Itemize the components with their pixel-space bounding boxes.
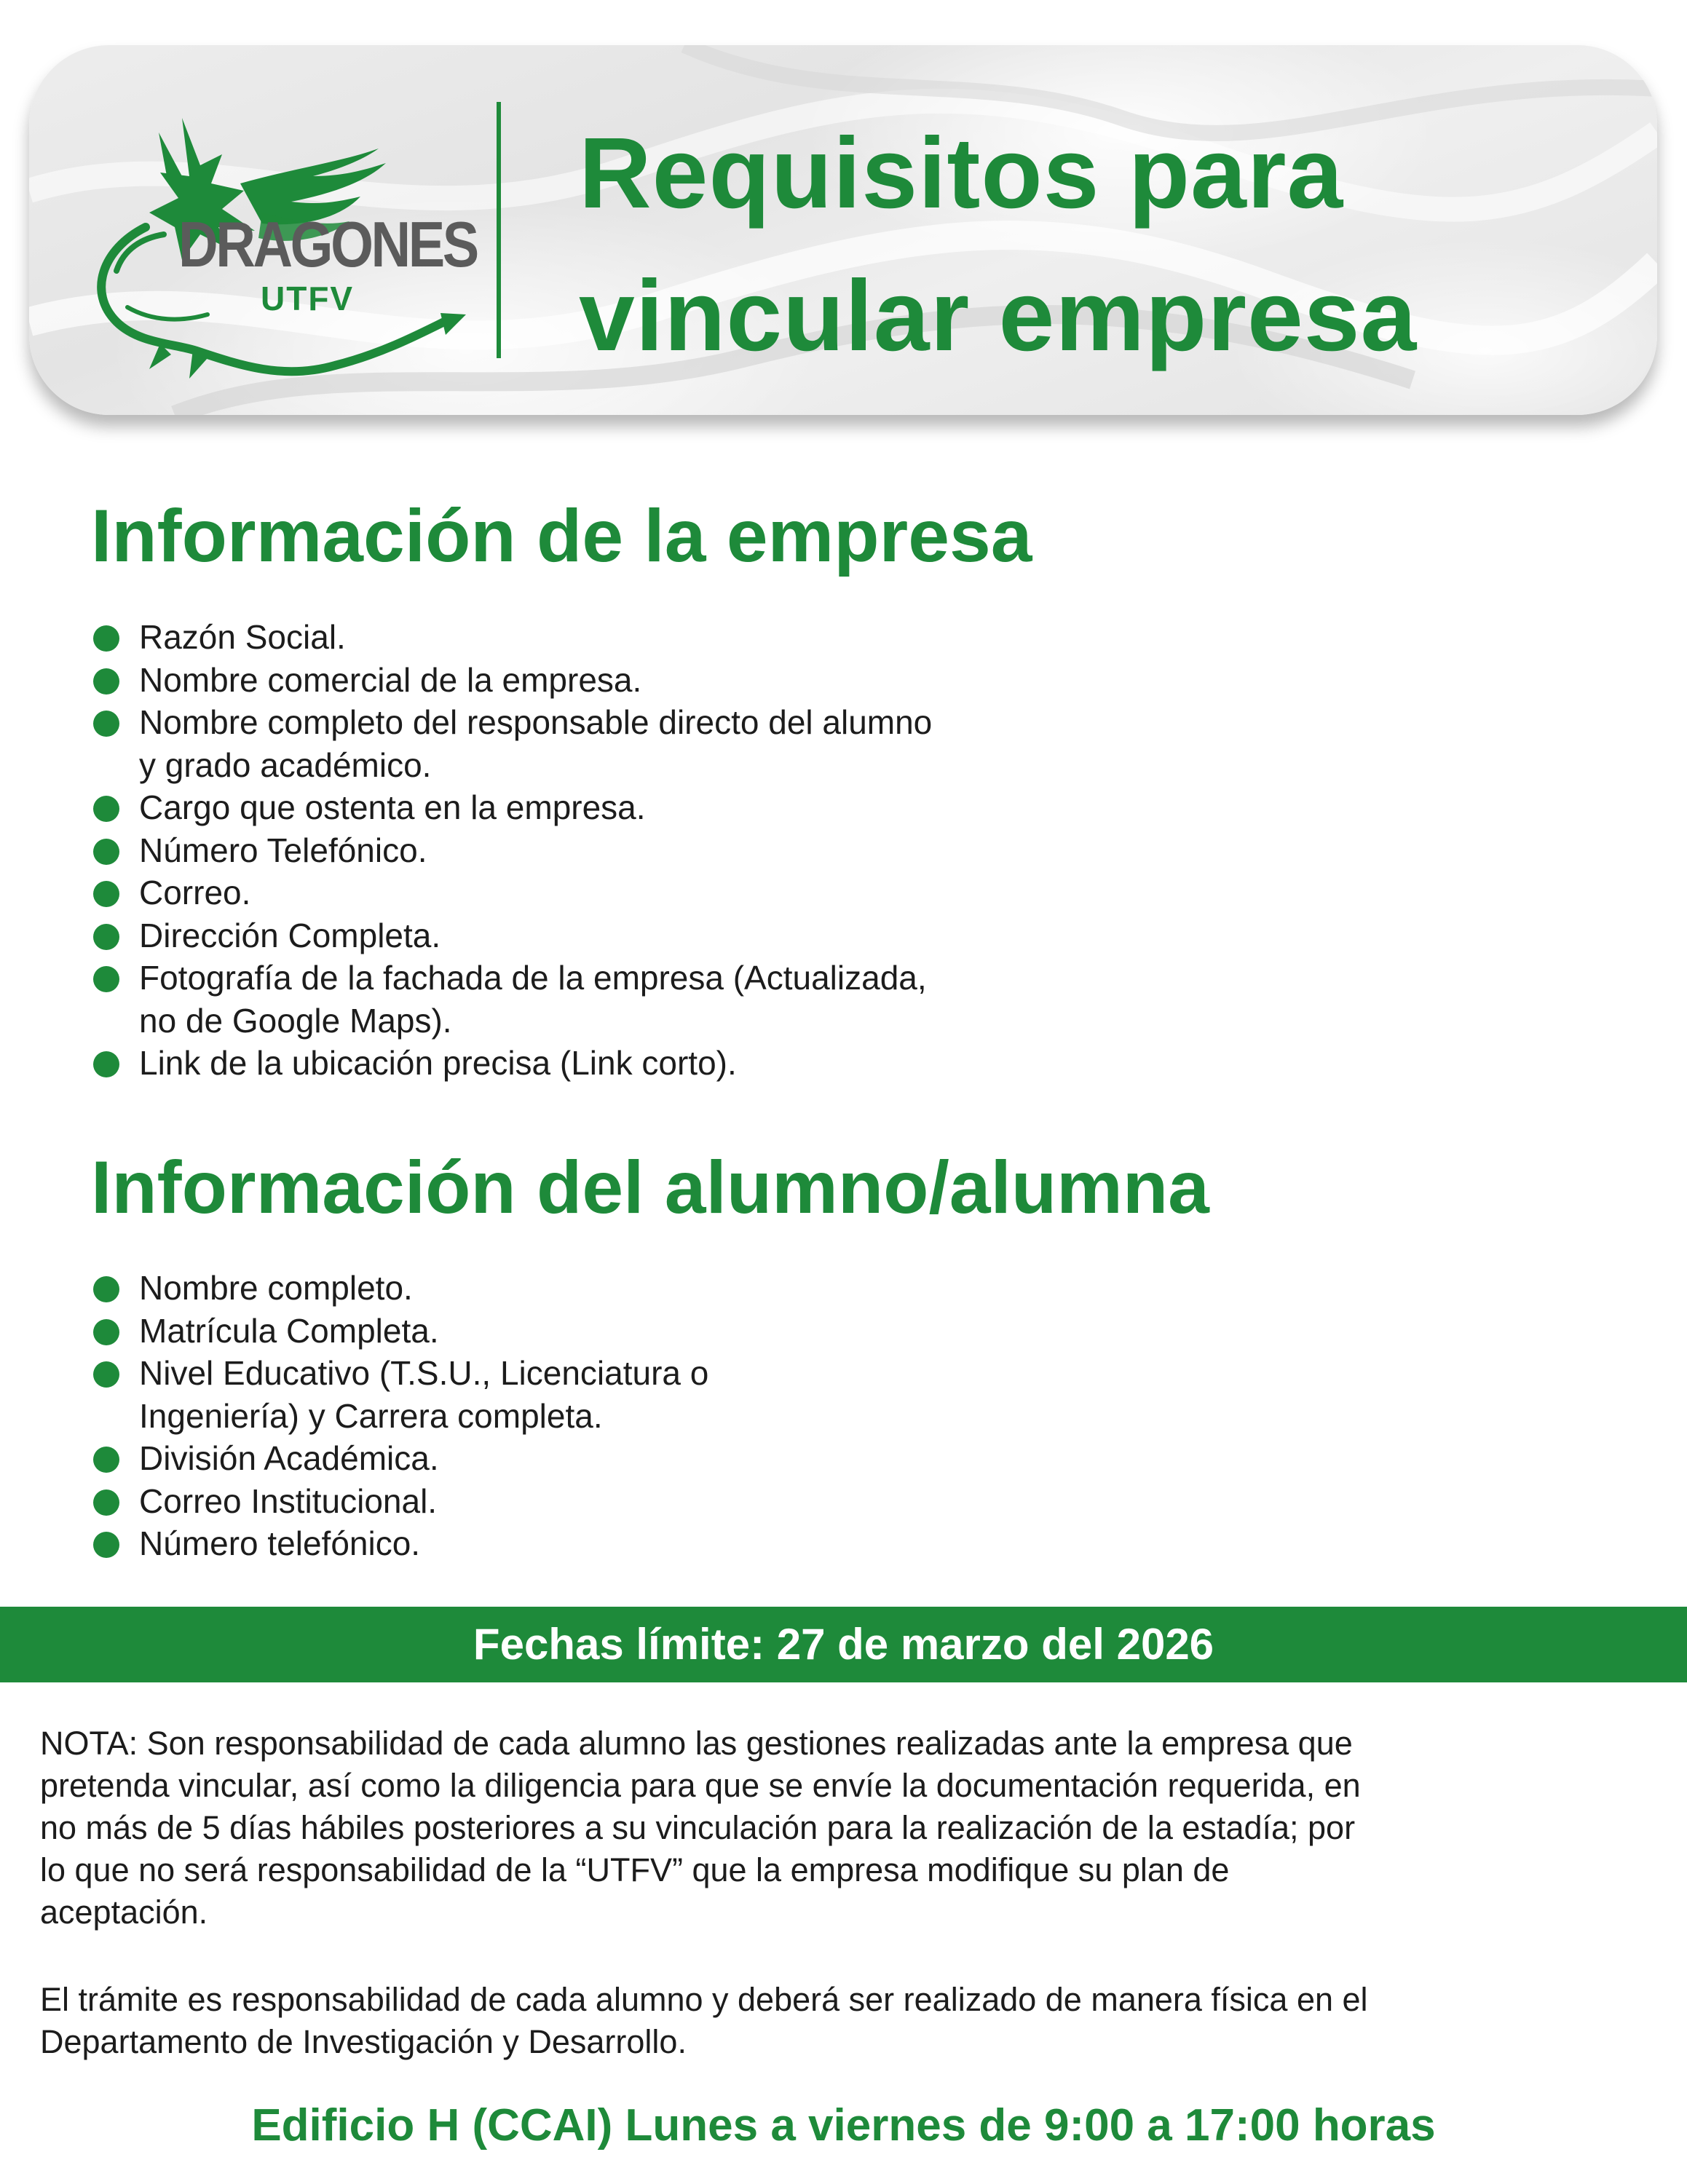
student-section-title: Información del alumno/alumna [91,1146,1209,1229]
list-item-text: Correo Institucional. [139,1481,438,1520]
list-item [91,1437,708,1480]
bullet-icon [93,668,119,695]
procedure-line: Departamento de Investigación y Desarrollo. [40,2023,687,2060]
list-item-text: Cargo que ostenta en la empresa. [139,788,646,826]
bullet-icon [93,1319,119,1345]
list-item [91,701,932,786]
bullet-icon [93,924,119,950]
list-item-text: Matrícula Completa. [139,1311,439,1350]
list-item-text: Número Telefónico. [139,831,427,869]
note-line: aceptación. [40,1894,208,1931]
bullet-icon [93,966,119,992]
list-item [91,1522,708,1565]
bullet-icon [93,1532,119,1558]
bullet-icon [93,1276,119,1302]
list-item [91,1352,708,1437]
bullet-icon [93,1489,119,1516]
page-title [579,102,1642,387]
note-line: lo que no será responsabilidad de la “UTFV” que la empresa modifique su plan de [40,1851,1230,1888]
bullet-icon [93,796,119,822]
list-item [91,871,932,914]
bullet-icon [93,1447,119,1473]
student-requirements-list [91,1267,708,1565]
page-title-line-1: Requisitos para [579,117,1344,229]
list-item-text: Fotografía de la fachada de la empresa (Actualizada, [139,959,927,997]
bullet-icon [93,711,119,737]
list-item [91,1267,708,1310]
note-paragraph [40,1722,1664,1934]
list-item-text: División Académica. [139,1439,439,1477]
list-item [91,829,932,872]
header-card [29,45,1657,415]
list-item-text: y grado académico. [139,745,432,784]
page-title-line-2: vincular empresa [579,260,1418,372]
list-item-text: Correo. [139,874,251,911]
list-item-text: Número telefónico. [139,1524,421,1562]
deadline-banner: Fechas límite: 27 de marzo del 2026 [0,1607,1687,1682]
company-section-title: Información de la empresa [91,494,1032,577]
bullet-icon [93,1361,119,1388]
bullet-icon [93,625,119,652]
bullet-icon [93,881,119,907]
list-item [91,1042,932,1085]
note-line: pretenda vincular, así como la diligencia para que se envíe la documentación requerida, en [40,1767,1361,1804]
list-item [91,1480,708,1523]
list-item [91,914,932,957]
procedure-line: El trámite es responsabilidad de cada alumno y deberá ser realizado de manera física en el [40,1981,1368,2018]
list-item [91,1310,708,1353]
bullet-icon [93,1051,119,1077]
list-item [91,786,932,829]
procedure-paragraph [40,1979,1664,2063]
list-item-text: Link de la ubicación precisa (Link corto). [139,1044,737,1082]
list-item [91,616,932,659]
list-item [91,659,932,702]
list-item-text: Nombre comercial de la empresa. [139,660,642,699]
list-item-text: Nombre completo. [139,1269,413,1307]
list-item-text: Nombre completo del responsable directo del alumno [139,703,933,741]
bullet-icon [93,839,119,865]
logo-name: DRAGONES [178,208,477,280]
note-line: no más de 5 días hábiles posteriores a su vinculación para la realización de la estadía; por [40,1809,1356,1846]
list-item-text: Dirección Completa. [139,916,441,954]
list-item [91,957,932,1042]
header-divider [497,102,501,358]
list-item-text: Razón Social. [139,618,346,656]
office-hours: Edificio H (CCAI) Lunes a viernes de 9:00 a 17:00 horas [251,2100,1436,2151]
list-item-text: Ingeniería) y Carrera completa. [139,1396,603,1435]
list-item-text: no de Google Maps). [139,1001,452,1040]
note-line: NOTA: Son responsabilidad de cada alumno las gestiones realizadas ante la empresa que [40,1725,1353,1762]
company-requirements-list [91,616,932,1085]
logo-sub: UTFV [261,280,355,317]
list-item-text: Nivel Educativo (T.S.U., Licenciatura o [139,1354,709,1392]
